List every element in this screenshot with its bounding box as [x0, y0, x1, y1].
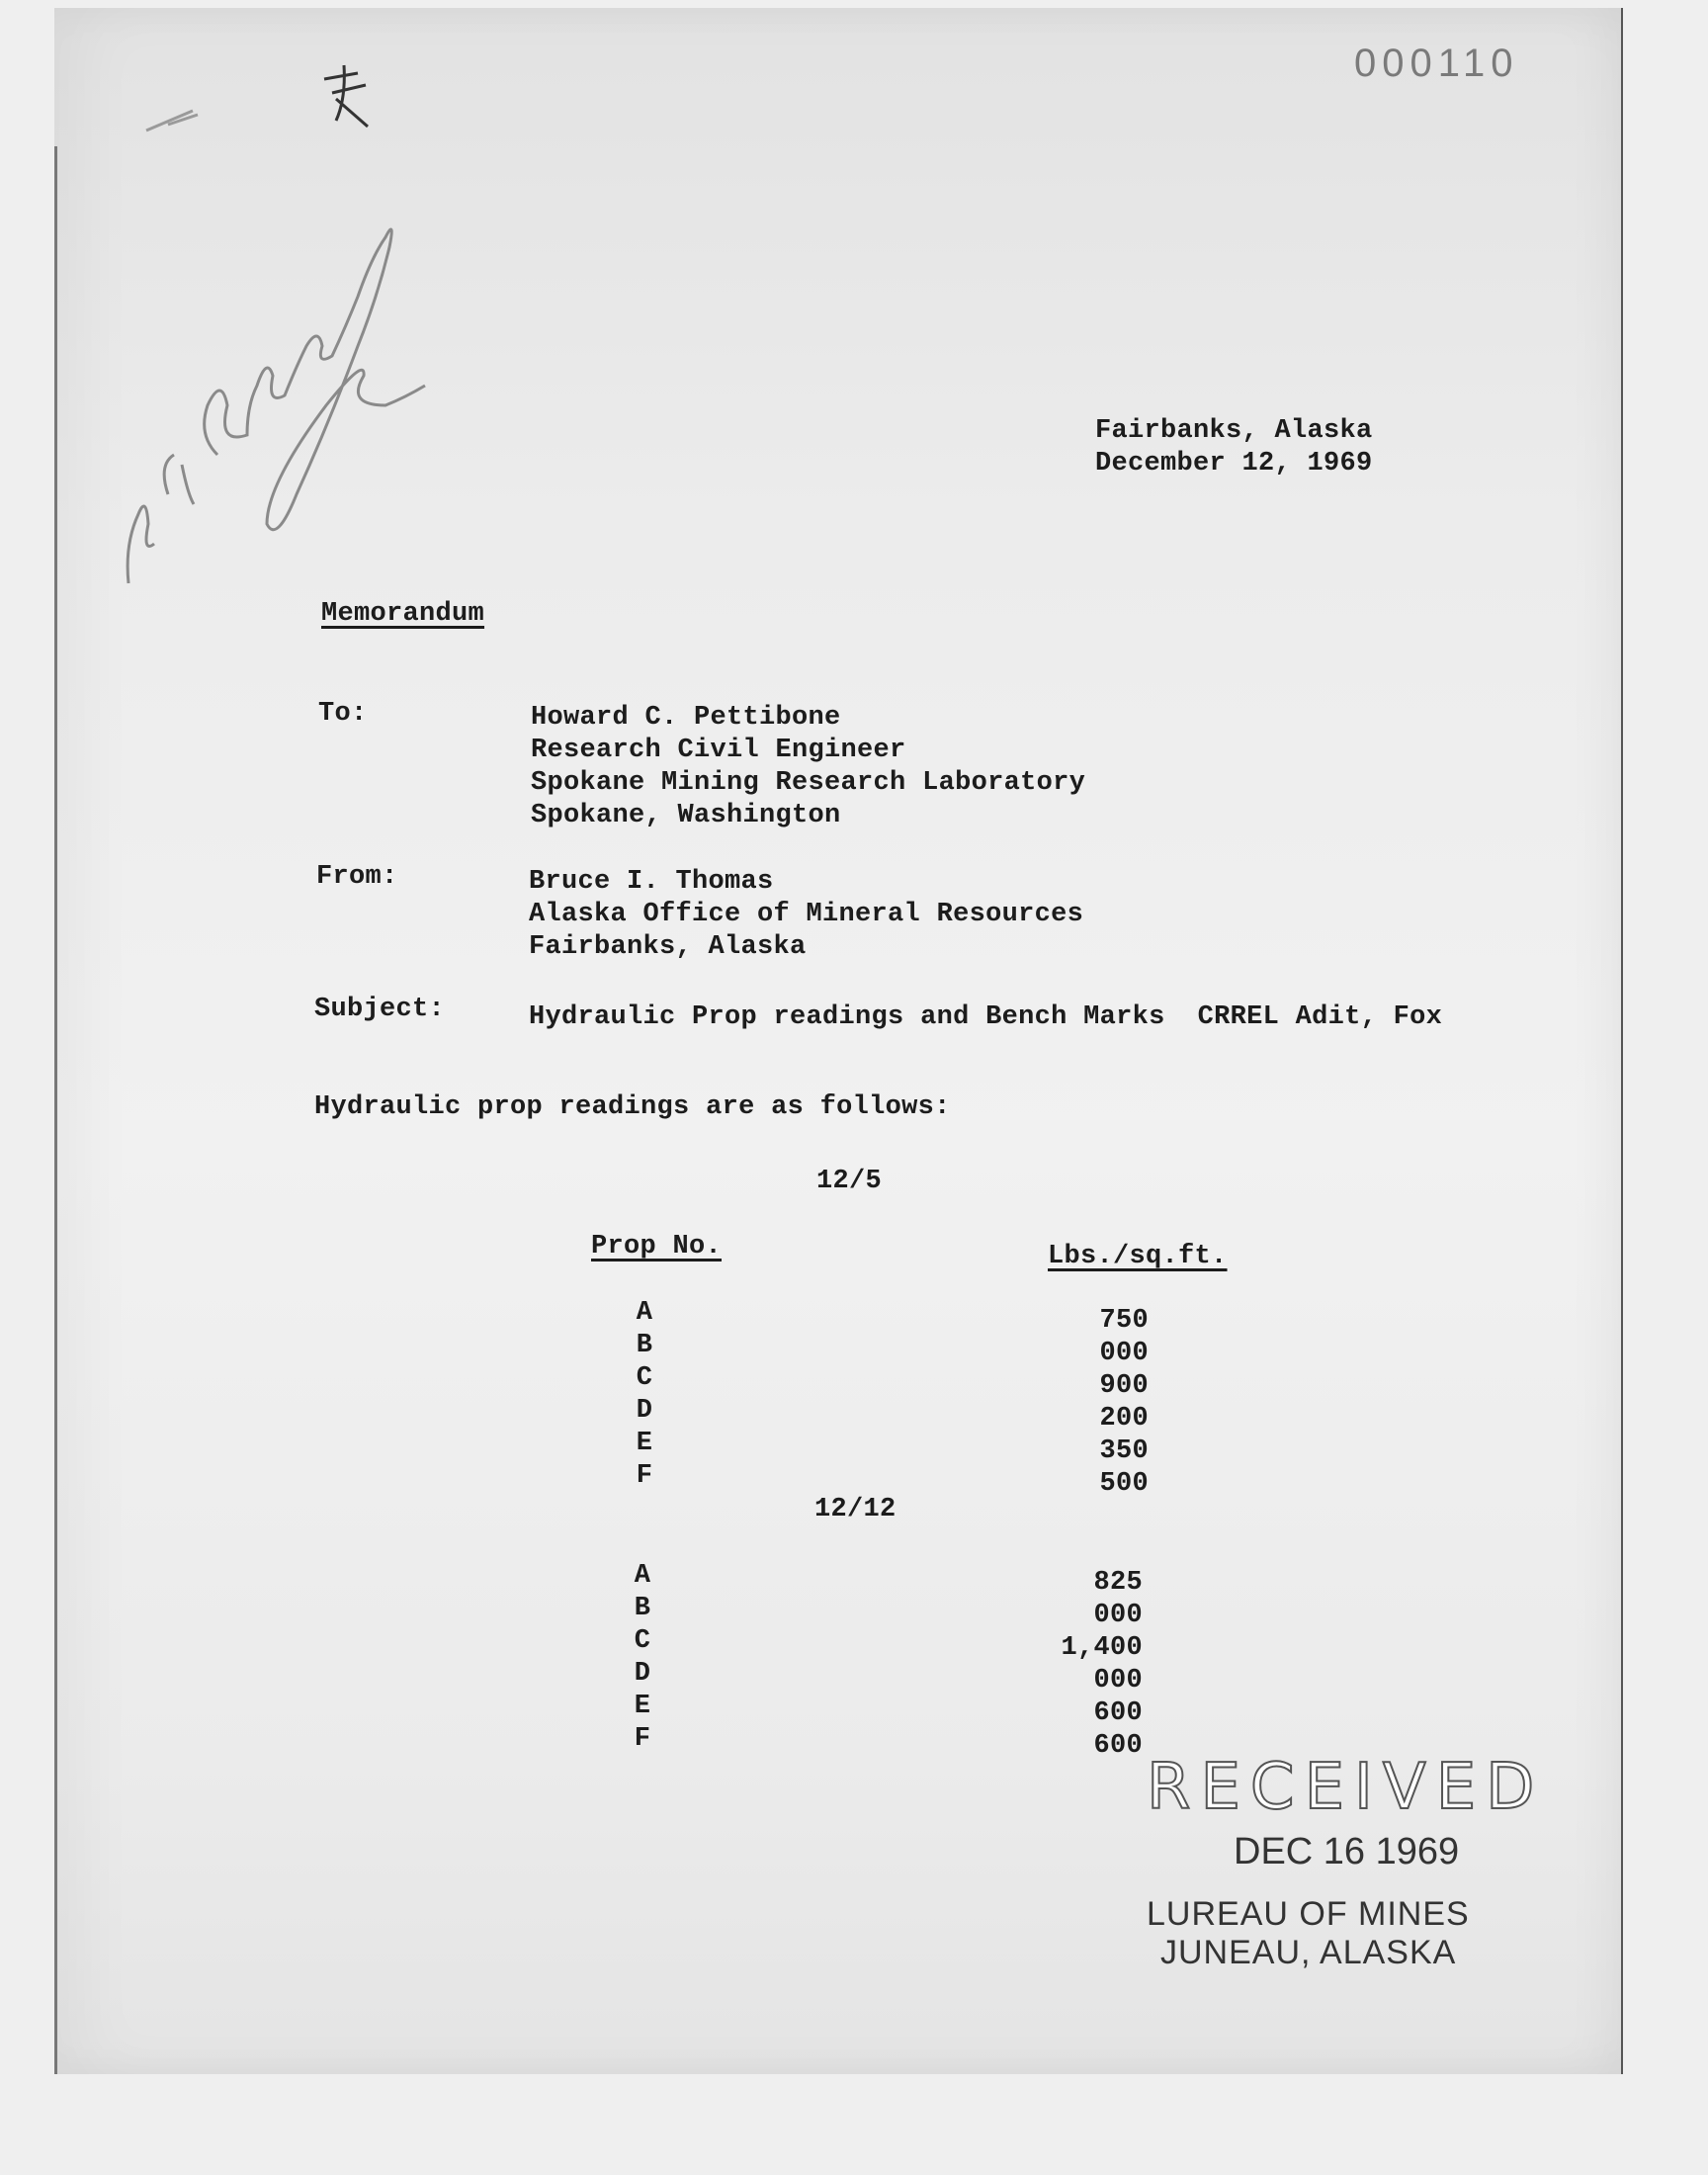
prop-reading: 000	[1093, 1601, 1143, 1630]
prop-reading: 500	[1099, 1469, 1149, 1499]
prop-id: E	[634, 1692, 651, 1721]
stamp-agency: LUREAU OF MINES	[1147, 1895, 1470, 1933]
prop-reading: 000	[1093, 1666, 1143, 1696]
prop-id: F	[634, 1724, 651, 1754]
prop-reading: 1,400	[1061, 1633, 1143, 1663]
received-stamp	[1147, 1751, 1545, 1972]
to-label: To:	[318, 699, 368, 729]
prop-reading: 900	[1099, 1371, 1149, 1401]
group-1-values	[1040, 1305, 1149, 1501]
prop-reading: 825	[1093, 1568, 1143, 1598]
prop-id: D	[636, 1396, 653, 1426]
prop-id: D	[634, 1659, 651, 1689]
prop-id: B	[634, 1594, 651, 1623]
from-line: Fairbanks, Alaska	[529, 932, 807, 962]
from-line: Alaska Office of Mineral Resources	[529, 900, 1084, 929]
subject-text: Hydraulic Prop readings and Bench Marks CRREL Adit, Fox	[529, 1002, 1443, 1032]
prop-reading: 750	[1099, 1306, 1149, 1336]
prop-id: F	[636, 1461, 653, 1491]
to-address	[531, 702, 1085, 832]
from-address	[529, 866, 1083, 964]
intro-text: Hydraulic prop readings are as follows:	[314, 1092, 951, 1122]
pen-mark	[146, 111, 198, 130]
to-line: Research Civil Engineer	[531, 736, 906, 765]
from-label: From:	[316, 862, 398, 892]
prop-reading: 200	[1099, 1404, 1149, 1434]
prop-id: B	[636, 1331, 653, 1360]
memo-date: December 12, 1969	[1095, 449, 1373, 478]
to-line: Spokane, Washington	[531, 801, 841, 830]
prop-reading: 000	[1099, 1339, 1149, 1368]
prop-id: A	[634, 1561, 651, 1591]
col-prop-header: Prop No.	[591, 1232, 723, 1262]
handwritten-initials	[324, 65, 368, 127]
handwritten-signature	[128, 229, 425, 583]
prop-id: C	[636, 1363, 653, 1393]
document-number: 000110	[1354, 42, 1519, 85]
place: Fairbanks, Alaska	[1095, 416, 1373, 446]
group-2-values	[1034, 1567, 1143, 1763]
stamp-received: RECEIVED	[1147, 1751, 1545, 1824]
handwritten-annotations	[99, 30, 474, 603]
group-2-props	[623, 1560, 662, 1756]
to-line: Howard C. Pettibone	[531, 703, 841, 733]
from-line: Bruce I. Thomas	[529, 867, 774, 897]
subject-label: Subject:	[314, 995, 446, 1024]
col-value-header: Lbs./sq.ft.	[1048, 1242, 1228, 1271]
prop-reading: 600	[1093, 1698, 1143, 1728]
stamp-date: DEC 16 1969	[1234, 1831, 1460, 1872]
prop-id: E	[636, 1429, 653, 1458]
group-date: 12/5	[816, 1167, 883, 1196]
memo-title: Memorandum	[321, 599, 485, 629]
prop-reading: 600	[1093, 1731, 1143, 1761]
to-line: Spokane Mining Research Laboratory	[531, 768, 1086, 798]
place-date-block	[1095, 415, 1373, 480]
stamp-location: JUNEAU, ALASKA	[1160, 1934, 1457, 1971]
group-1-props	[625, 1297, 664, 1493]
prop-id: C	[634, 1626, 651, 1656]
prop-id: A	[636, 1298, 653, 1328]
group-date: 12/12	[814, 1495, 897, 1524]
prop-reading: 350	[1099, 1436, 1149, 1466]
